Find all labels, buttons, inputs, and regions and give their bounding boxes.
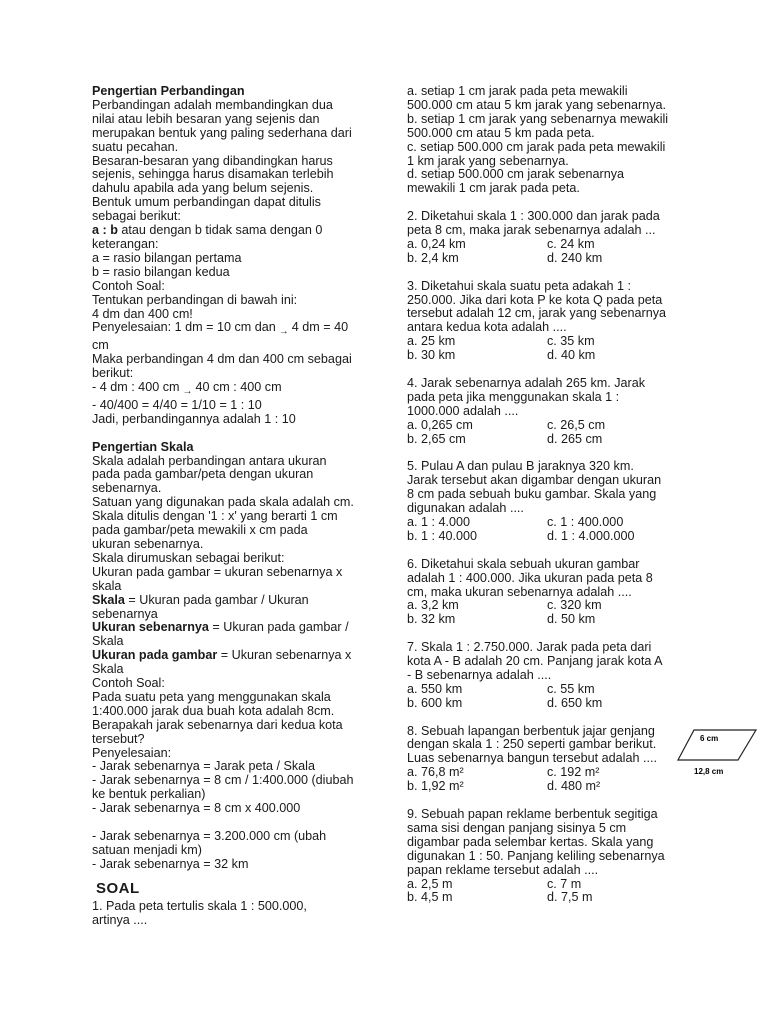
- soal-heading: SOAL: [96, 879, 140, 897]
- option-line: 1 km jarak yang sebenarnya.: [407, 153, 569, 168]
- text-line: skala: [92, 578, 122, 593]
- question-text: papan reklame tersebut adalah ....: [407, 862, 599, 877]
- formula-rest: = Ukuran pada gambar / Ukuran: [124, 592, 309, 607]
- parallelogram-figure: [676, 726, 758, 778]
- text-line: - Jarak sebenarnya = Jarak peta / Skala: [92, 759, 315, 774]
- answer-option: c. 24 km: [547, 236, 595, 251]
- answer-options: [407, 516, 677, 544]
- question-text: digunakan 1 : 50. Panjang keliling sebenarnya: [407, 848, 665, 863]
- question-text: 7. Skala 1 : 2.750.000. Jarak pada peta dari: [407, 640, 652, 655]
- option-line: b. setiap 1 cm jarak yang sebenarnya mewakili: [407, 111, 669, 126]
- answer-option: b. 2,4 km: [407, 250, 459, 265]
- heading-perbandingan: Pengertian Perbandingan: [92, 84, 245, 98]
- text-line: b = rasio bilangan kedua: [92, 264, 230, 279]
- text-line: Pada suatu peta yang menggunakan skala: [92, 689, 331, 704]
- option-line: c. setiap 500.000 cm jarak pada peta mewakili: [407, 139, 666, 154]
- answer-option: a. 1 : 4.000: [407, 515, 471, 530]
- formula-ukuran-gambar: [92, 649, 374, 663]
- text-line: - Jarak sebenarnya = 32 km: [92, 856, 249, 871]
- formula-rest: = Ukuran pada gambar /: [208, 620, 349, 635]
- general-form-line: [92, 224, 374, 238]
- solution-line: [92, 321, 374, 339]
- answer-option: a. 0,265 cm: [407, 417, 473, 432]
- question-item: [407, 280, 677, 363]
- answer-option: d. 265 cm: [547, 431, 603, 446]
- answer-options: [407, 238, 677, 266]
- perbandingan-definition: [92, 99, 374, 427]
- text-line: cm: [92, 338, 109, 353]
- answer-option: d. 7,5 m: [547, 890, 593, 905]
- option-line: 500.000 cm atau 5 km jarak yang sebenarnya.: [407, 97, 667, 112]
- text-line: sebenarnya: [92, 606, 158, 621]
- text-line: Besaran-besaran yang dibandingkan harus: [92, 153, 333, 168]
- question-list: [407, 196, 677, 905]
- text-line: Skala adalah perbandingan antara ukuran: [92, 453, 327, 468]
- answer-option: c. 55 km: [547, 681, 595, 696]
- text-line: sejenis, sehingga harus disamakan terlebih: [92, 167, 334, 182]
- text-line: pada gambar/peta mewakili x cm pada: [92, 523, 308, 538]
- question-item: [407, 641, 677, 711]
- answer-option: b. 600 km: [407, 695, 463, 710]
- text-line: Skala: [92, 662, 124, 677]
- text-line: tersebut?: [92, 731, 145, 746]
- text-line: 4 dm dan 400 cm!: [92, 306, 193, 321]
- answer-options: [407, 419, 677, 447]
- answer-option: c. 192 m²: [547, 765, 600, 780]
- answer-option: c. 35 km: [547, 334, 595, 349]
- answer-options: [407, 683, 677, 711]
- question-text: 9. Sebuah papan reklame berbentuk segitiga: [407, 807, 658, 821]
- general-form-rest: atau dengan b tidak sama dengan 0: [117, 223, 323, 238]
- text-line: a = rasio bilangan pertama: [92, 250, 242, 265]
- answer-options: [407, 766, 677, 794]
- base-label: 12,8 cm: [694, 767, 724, 776]
- question-1-text: artinya ....: [92, 912, 148, 927]
- answer-option: d. 480 m²: [547, 779, 601, 794]
- answer-options: [407, 335, 677, 363]
- text-line: sebagai berikut:: [92, 209, 181, 224]
- question-text: sama sisi dengan panjang sisinya 5 cm: [407, 820, 627, 835]
- text-line: - Jarak sebenarnya = 3.200.000 cm (ubah: [92, 829, 327, 843]
- text-line: Satuan yang digunakan pada skala adalah cm.: [92, 495, 354, 510]
- answer-option: a. 550 km: [407, 681, 463, 696]
- answer-option: c. 1 : 400.000: [547, 515, 624, 530]
- text-line: suatu pecahan.: [92, 139, 179, 154]
- question-text: 2. Diketahui skala 1 : 300.000 dan jarak pada: [407, 209, 660, 224]
- text-span: Penyelesaian: 1 dm = 10 cm dan: [92, 320, 276, 335]
- question-item: [407, 210, 677, 266]
- answer-option: b. 4,5 m: [407, 890, 453, 905]
- text-line: Penyelesaian:: [92, 745, 172, 760]
- question-text: digambar pada selembar kertas. Skala yang: [407, 834, 654, 849]
- question-item: [407, 725, 677, 795]
- answer-option: b. 32 km: [407, 612, 456, 627]
- text-line: Berapakah jarak sebenarnya dari kedua kota: [92, 717, 343, 732]
- text-line: Tentukan perbandingan di bawah ini:: [92, 292, 298, 307]
- question-text: - B sebenarnya adalah ....: [407, 667, 552, 682]
- question-item: [407, 377, 677, 447]
- question-text: 1000.000 adalah ....: [407, 403, 519, 418]
- answer-option: a. 0,24 km: [407, 236, 466, 251]
- answer-option: c. 26,5 cm: [547, 417, 606, 432]
- text-line: Maka perbandingan 4 dm dan 400 cm sebagai: [92, 352, 352, 367]
- question-text: kota A - B adalah 20 cm. Panjang jarak kota A: [407, 654, 663, 669]
- left-column: [92, 85, 374, 928]
- answer-options: [407, 878, 677, 906]
- text-line: merupakan bentuk yang paling sederhana dari: [92, 125, 352, 140]
- question-item: [407, 808, 677, 905]
- text-line: ukuran sebenarnya.: [92, 536, 204, 551]
- text-line: Contoh Soal:: [92, 676, 165, 691]
- question-text: 6. Diketahui skala sebuah ukuran gambar: [407, 556, 640, 571]
- text-line: Skala ditulis dengan '1 : x' yang berarti 1 cm: [92, 509, 338, 524]
- answer-option: b. 1 : 40.000: [407, 528, 478, 543]
- answer-option: d. 1 : 4.000.000: [547, 528, 635, 543]
- question-text: cm, maka ukuran sebenarnya adalah ....: [407, 584, 632, 599]
- text-line: satuan menjadi km): [92, 842, 202, 857]
- formula-ukuran-sebenarnya: [92, 621, 374, 635]
- text-line: Skala dirumuskan sebagai berikut:: [92, 550, 285, 565]
- answer-option: a. 25 km: [407, 334, 456, 349]
- question-text: dengan skala 1 : 250 seperti gambar berikut.: [407, 737, 657, 752]
- formula-bold: Skala: [92, 592, 125, 607]
- question-text: 8 cm pada sebuah buku gambar. Skala yang: [407, 487, 657, 502]
- right-column: [407, 85, 677, 905]
- answer-option: c. 320 km: [547, 598, 602, 613]
- question-text: adalah 1 : 400.000. Jika ukuran pada peta 8: [407, 570, 653, 585]
- text-line: Bentuk umum perbandingan dapat ditulis: [92, 195, 321, 210]
- question-item: [407, 558, 677, 628]
- question-text: antara kedua kota adalah ....: [407, 320, 567, 335]
- formula-skala: [92, 594, 374, 608]
- answer-option: d. 40 km: [547, 348, 596, 363]
- question-text: tersebut adalah 12 cm, jarak yang sebenarnya: [407, 306, 667, 321]
- skala-definition: [92, 455, 374, 872]
- calc-line: [92, 381, 374, 399]
- option-line: mewakili 1 cm jarak pada peta.: [407, 181, 580, 196]
- formula-bold: Ukuran pada gambar: [92, 648, 218, 663]
- question-1-options: [407, 85, 677, 196]
- text-line: Perbandingan adalah membandingkan dua: [92, 97, 333, 112]
- answer-option: b. 1,92 m²: [407, 779, 464, 794]
- question-text: 4. Jarak sebenarnya adalah 265 km. Jarak: [407, 375, 646, 390]
- option-line: d. setiap 500.000 cm jarak sebenarnya: [407, 167, 625, 182]
- text-line: ke bentuk perkalian): [92, 787, 206, 802]
- general-form-bold: a : b: [92, 223, 118, 238]
- question-1-text: 1. Pada peta tertulis skala 1 : 500.000,: [92, 898, 307, 913]
- text-line: 1:400.000 jarak dua buah kota adalah 8cm.: [92, 703, 335, 718]
- answer-option: a. 3,2 km: [407, 598, 459, 613]
- question-text: Jarak tersebut akan digambar dengan ukuran: [407, 473, 662, 488]
- text-line: sebenarnya.: [92, 481, 162, 496]
- answer-option: b. 2,65 cm: [407, 431, 466, 446]
- text-line: pada pada gambar/peta dengan ukuran: [92, 467, 314, 482]
- answer-option: c. 7 m: [547, 876, 582, 891]
- text-span: 40 cm : 400 cm: [195, 380, 282, 395]
- arrow-right-icon: →: [182, 386, 193, 398]
- formula-bold: Ukuran sebenarnya: [92, 620, 209, 635]
- text-line: Ukuran pada gambar = ukuran sebenarnya x: [92, 564, 343, 579]
- question-item: [407, 460, 677, 543]
- option-line: 500.000 cm atau 5 km pada peta.: [407, 125, 595, 140]
- answer-option: d. 50 km: [547, 612, 596, 627]
- question-text: Luas sebenarnya bangun tersebut adalah ....: [407, 751, 657, 766]
- answer-option: d. 240 km: [547, 250, 603, 265]
- question-text: 5. Pulau A dan pulau B jaraknya 320 km.: [407, 459, 634, 474]
- question-text: 3. Diketahui skala suatu peta adakah 1 :: [407, 278, 632, 293]
- arrow-right-icon: →: [278, 326, 289, 338]
- text-line: keterangan:: [92, 236, 159, 251]
- option-line: a. setiap 1 cm jarak pada peta mewakili: [407, 84, 628, 98]
- height-label: 6 cm: [700, 734, 719, 743]
- text-line: berikut:: [92, 366, 134, 381]
- text-line: - 40/400 = 4/40 = 1/10 = 1 : 10: [92, 397, 262, 412]
- text-span: - 4 dm : 400 cm: [92, 380, 180, 395]
- formula-rest: = Ukuran sebenarnya x: [217, 648, 352, 663]
- heading-skala: Pengertian Skala: [92, 439, 194, 454]
- answer-option: b. 30 km: [407, 348, 456, 363]
- text-line: nilai atau lebih besaran yang sejenis dan: [92, 111, 320, 126]
- answer-option: a. 2,5 m: [407, 876, 453, 891]
- text-line: Jadi, perbandingannya adalah 1 : 10: [92, 411, 296, 426]
- text-line: Skala: [92, 634, 124, 649]
- answer-option: d. 650 km: [547, 695, 603, 710]
- text-span: 4 dm = 40: [291, 320, 349, 335]
- question-text: pada peta jika menggunakan skala 1 :: [407, 389, 620, 404]
- text-line: - Jarak sebenarnya = 8 cm x 400.000: [92, 801, 301, 816]
- question-text: digunakan adalah ....: [407, 501, 524, 516]
- text-line: dahulu apabila ada yang belum sejenis.: [92, 181, 314, 196]
- answer-option: a. 76,8 m²: [407, 765, 464, 780]
- text-line: Contoh Soal:: [92, 278, 165, 293]
- question-text: 8. Sebuah lapangan berbentuk jajar genjang: [407, 723, 655, 738]
- text-line: - Jarak sebenarnya = 8 cm / 1:400.000 (diubah: [92, 773, 354, 788]
- answer-options: [407, 599, 677, 627]
- question-text: peta 8 cm, maka jarak sebenarnya adalah ...: [407, 223, 656, 238]
- question-text: 250.000. Jika dari kota P ke kota Q pada peta: [407, 292, 663, 307]
